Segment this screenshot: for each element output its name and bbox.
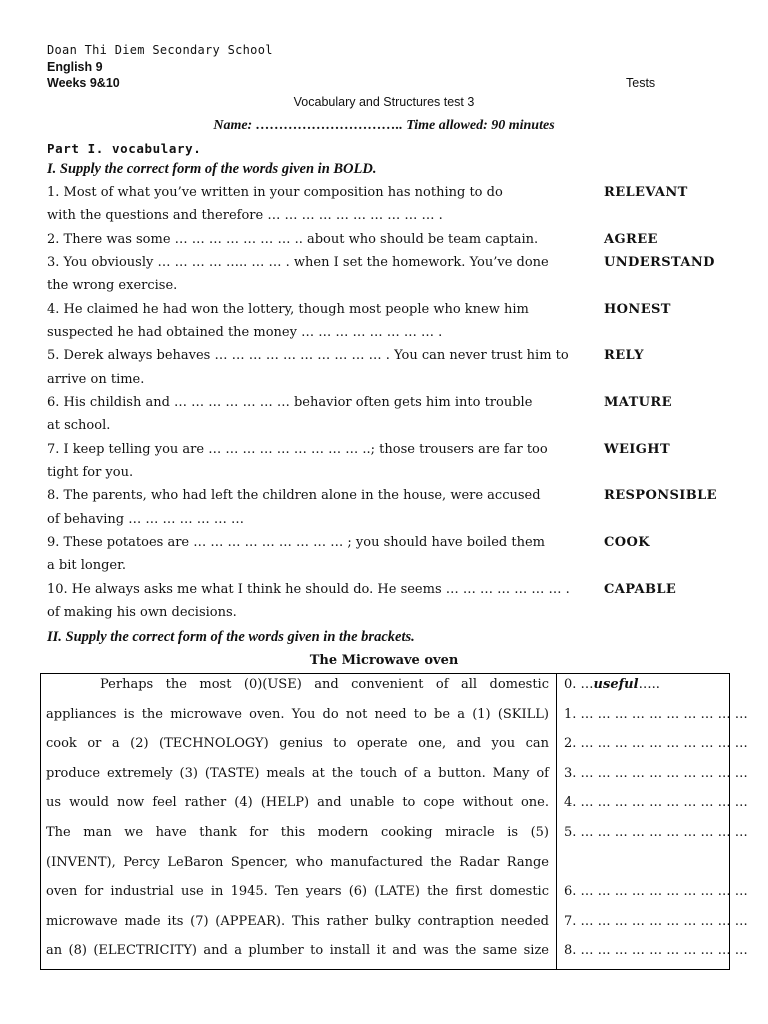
question-2-line-1: 2. There was some … … … … … … … .. about who should be team captain. [47,232,539,247]
question-8-word: RESPONSIBLE [604,488,717,503]
question-4-line-2: suspected he had obtained the money … … … … … … … … . [47,325,443,340]
answer-1: 1. … … … … … … … … … … [564,707,748,722]
question-2-word: AGREE [604,232,658,247]
answer-0-word: useful [593,677,639,692]
passage-line-8: oven for industrial use in 1945. Ten years (6) (LATE) the first domestic [46,884,549,899]
weeks: Weeks 9&10 [47,76,120,90]
subject: English 9 [47,60,103,74]
passage-title: The Microwave oven [309,653,459,668]
part-title: Part I. vocabulary. [47,141,202,156]
question-5-word: RELY [604,348,644,363]
question-8-line-1: 8. The parents, who had left the children alone in the house, were accused [47,488,541,503]
table-divider [556,673,557,970]
tests-label: Tests [626,76,656,90]
answer-0 [564,677,660,692]
section-1-heading: I. Supply the correct form of the words given in BOLD. [47,161,377,177]
question-3-line-1: 3. You obviously … … … … ….. … … . when I set the homework. You’ve done [47,255,549,270]
question-1-line-1: 1. Most of what you’ve written in your composition has nothing to do [47,185,503,200]
name-time-line: Name: ………………………….. Time allowed: 90 minutes [213,118,555,133]
question-9-line-1: 9. These potatoes are … … … … … … … … … ; you should have boiled them [47,535,545,550]
question-10-word: CAPABLE [604,582,677,597]
passage-line-7: (INVENT), Percy LeBaron Spencer, who manufactured the Radar Range [46,855,549,870]
question-5-line-2: arrive on time. [47,372,145,387]
question-6-line-1: 6. His childish and … … … … … … … behavior often gets him into trouble [47,395,533,410]
school-name: Doan Thi Diem Secondary School [47,43,273,57]
passage-line-1: Perhaps the most (0)(USE) and convenient of all domestic [100,677,549,692]
answer-3: 3. … … … … … … … … … … [564,766,748,781]
document-title: Vocabulary and Structures test 3 [293,95,475,109]
question-7-line-1: 7. I keep telling you are … … … … … … … … … ..; those trousers are far too [47,442,548,457]
answer-4: 4. … … … … … … … … … … [564,795,748,810]
question-10-line-1: 10. He always asks me what I think he should do. He seems … … … … … … … . [47,582,570,597]
answer-6: 6. … … … … … … … … … … [564,884,748,899]
answer-0-tail: ….. [638,677,660,692]
question-8-line-2: of behaving … … … … … … … [47,512,245,527]
question-3-line-2: the wrong exercise. [47,278,178,293]
answer-2: 2. … … … … … … … … … … [564,736,748,751]
question-7-word: WEIGHT [604,442,671,457]
answer-0-num: 0. … [564,677,594,692]
answer-7: 7. … … … … … … … … … … [564,914,748,929]
passage-line-9: microwave made its (7) (APPEAR). This rather bulky contraption needed [46,914,549,929]
answer-5: 5. … … … … … … … … … … [564,825,748,840]
question-7-line-2: tight for you. [47,465,134,480]
question-5-line-1: 5. Derek always behaves … … … … … … … … … … . You can never trust him to [47,348,569,363]
question-3-word: UNDERSTAND [604,255,715,270]
passage-line-2: appliances is the microwave oven. You do not need to be a (1) (SKILL) [46,707,549,722]
question-4-line-1: 4. He claimed he had won the lottery, though most people who knew him [47,302,529,317]
question-1-word: RELEVANT [604,185,688,200]
section-2-heading: II. Supply the correct form of the words given in the brackets. [47,629,415,645]
question-6-word: MATURE [604,395,672,410]
passage-line-5: us would now feel rather (4) (HELP) and unable to cope without one. [46,795,549,810]
question-9-word: COOK [604,535,650,550]
passage-line-3: cook or a (2) (TECHNOLOGY) genius to operate one, and you can [46,736,549,751]
question-6-line-2: at school. [47,418,111,433]
question-1-line-2: with the questions and therefore … … … … … … … … … … . [47,208,443,223]
question-4-word: HONEST [604,302,671,317]
answer-8: 8. … … … … … … … … … … [564,943,748,958]
question-9-line-2: a bit longer. [47,558,127,573]
passage-line-10: an (8) (ELECTRICITY) and a plumber to install it and was the same size [46,943,549,958]
question-10-line-2: of making his own decisions. [47,605,237,620]
passage-line-4: produce extremely (3) (TASTE) meals at the touch of a button. Many of [46,766,549,781]
passage-line-6: The man we have thank for this modern cooking miracle is (5) [46,825,549,840]
